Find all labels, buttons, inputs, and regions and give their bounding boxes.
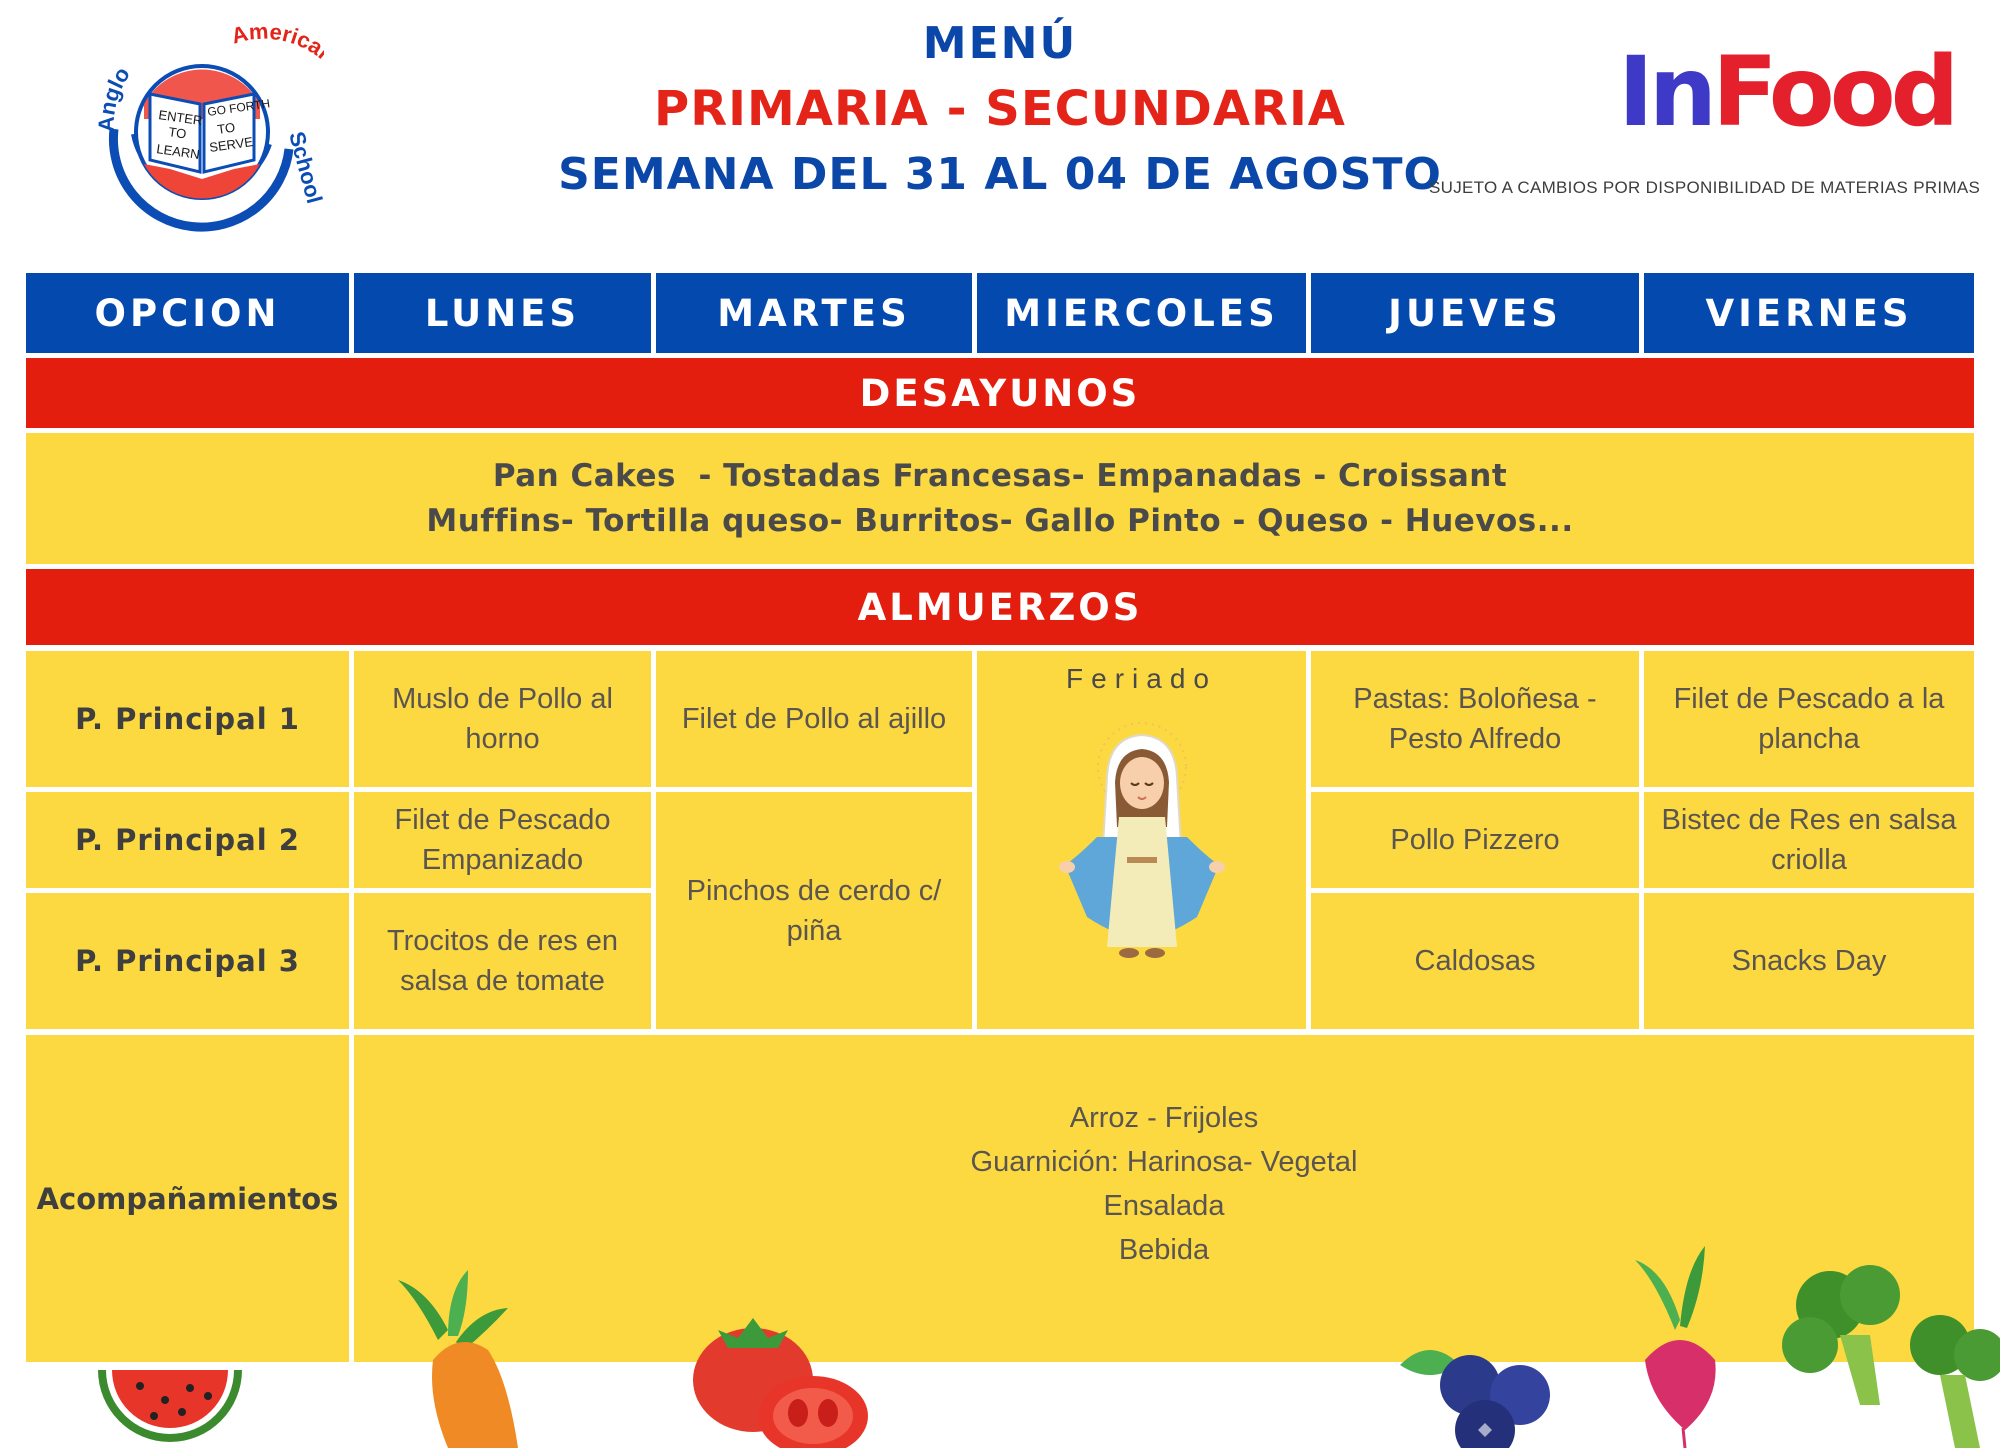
row-label-text: P. Principal 1: [75, 702, 300, 736]
cell-miercoles-holiday: [977, 651, 1306, 1029]
breakfast-items: [26, 433, 1974, 564]
row-label-principal-3: [26, 893, 349, 1029]
cell-viernes-1: [1644, 651, 1974, 787]
column-header-lunes: LUNES: [354, 273, 651, 353]
column-header-martes: MARTES: [656, 273, 972, 353]
dish-text: Filet de Pescado a la plancha: [1673, 683, 1945, 755]
row-label-text: Acompañamientos: [36, 1181, 339, 1216]
row-label-principal-2: [26, 792, 349, 888]
availability-note: SUJETO A CAMBIOS POR DISPONIBILIDAD DE MATERIAS PRIMAS: [1429, 178, 1981, 197]
cell-viernes-3: [1644, 893, 1974, 1029]
carrot-icon: [378, 1270, 538, 1448]
dish-text: Filet de Pescado Empanizado: [394, 804, 611, 876]
svg-text:School: School: [284, 128, 324, 207]
dish-text: Caldosas: [1414, 945, 1536, 977]
svg-text:American: Americ: [228, 18, 315, 54]
dish-text: Snacks Day: [1731, 945, 1887, 977]
svg-text:SERVE: SERVE: [208, 134, 254, 155]
blueberries-icon: [1390, 1335, 1560, 1448]
virgin-mary-icon: [1057, 717, 1227, 971]
svg-text:Anglo: Anglo: [93, 62, 135, 133]
sides-text: Arroz - Frijoles Guarnición: Harinosa- Vegetal Ensalada Bebida: [970, 1101, 1358, 1266]
column-header-miercoles: MIERCOLES: [977, 273, 1306, 353]
school-logo: [84, 14, 324, 244]
dish-text: Trocitos de res en salsa de tomate: [386, 925, 619, 997]
cell-jueves-3: [1311, 893, 1639, 1029]
lunch-band: ALMUERZOS: [26, 569, 1974, 645]
row-label-text: P. Principal 3: [75, 944, 300, 978]
cell-jueves-1: [1311, 651, 1639, 787]
dish-text: Pollo Pizzero: [1390, 824, 1560, 856]
column-header-opcion: OPCION: [26, 273, 349, 353]
infood-logo: [1618, 36, 1955, 148]
row-label-text: P. Principal 2: [75, 823, 300, 857]
cell-martes-1: [656, 651, 972, 787]
breakfast-line-2: Muffins- Tortilla queso- Burritos- Gallo Pinto - Queso - Huevos...: [426, 502, 1574, 539]
dish-text: Filet de Pollo al ajillo: [681, 703, 947, 735]
cell-viernes-2: [1644, 792, 1974, 888]
brand-in: In: [1618, 36, 1713, 148]
breakfast-band: DESAYUNOS: [26, 358, 1974, 428]
dish-text: Muslo de Pollo al horno: [392, 683, 613, 755]
brand-food: Food: [1712, 36, 1955, 148]
cell-lunes-1: [354, 651, 651, 787]
broccoli-icon: [1780, 1255, 2000, 1448]
svg-text:GO FORTH: GO FORTH: [206, 96, 271, 119]
dish-text: Pastas: Boloñesa - Pesto Alfredo: [1353, 683, 1597, 755]
holiday-text: Feriado: [1066, 663, 1217, 694]
column-header-viernes: VIERNES: [1644, 273, 1974, 353]
breakfast-line-1: Pan Cakes - Tostadas Francesas- Empanadas - Croissant: [492, 457, 1508, 494]
svg-text:TO: TO: [216, 119, 237, 137]
column-header-jueves: JUEVES: [1311, 273, 1639, 353]
watermelon-icon: [90, 1360, 250, 1448]
menu-week: SEMANA DEL 31 AL 04 DE AGOSTO: [558, 149, 1442, 200]
radish-icon: [1625, 1240, 1735, 1448]
svg-text:ENTER: ENTER: [157, 107, 204, 129]
cell-lunes-2: [354, 792, 651, 888]
menu-title: MENÚ: [922, 18, 1078, 69]
svg-text:TO: TO: [167, 124, 188, 142]
cell-jueves-2: [1311, 792, 1639, 888]
cell-lunes-3: [354, 893, 651, 1029]
dish-text: Bistec de Res en salsa criolla: [1661, 804, 1957, 876]
tomato-icon: [688, 1308, 868, 1448]
dish-text: Pinchos de cerdo c/ piña: [686, 874, 942, 947]
menu-subtitle: PRIMARIA - SECUNDARIA: [654, 81, 1346, 137]
row-label-principal-1: [26, 651, 349, 787]
menu-title-block: [560, 14, 1440, 206]
svg-text:LEARN: LEARN: [155, 141, 201, 163]
cell-martes-2-3: [656, 792, 972, 1029]
row-label-sides: [26, 1035, 349, 1362]
